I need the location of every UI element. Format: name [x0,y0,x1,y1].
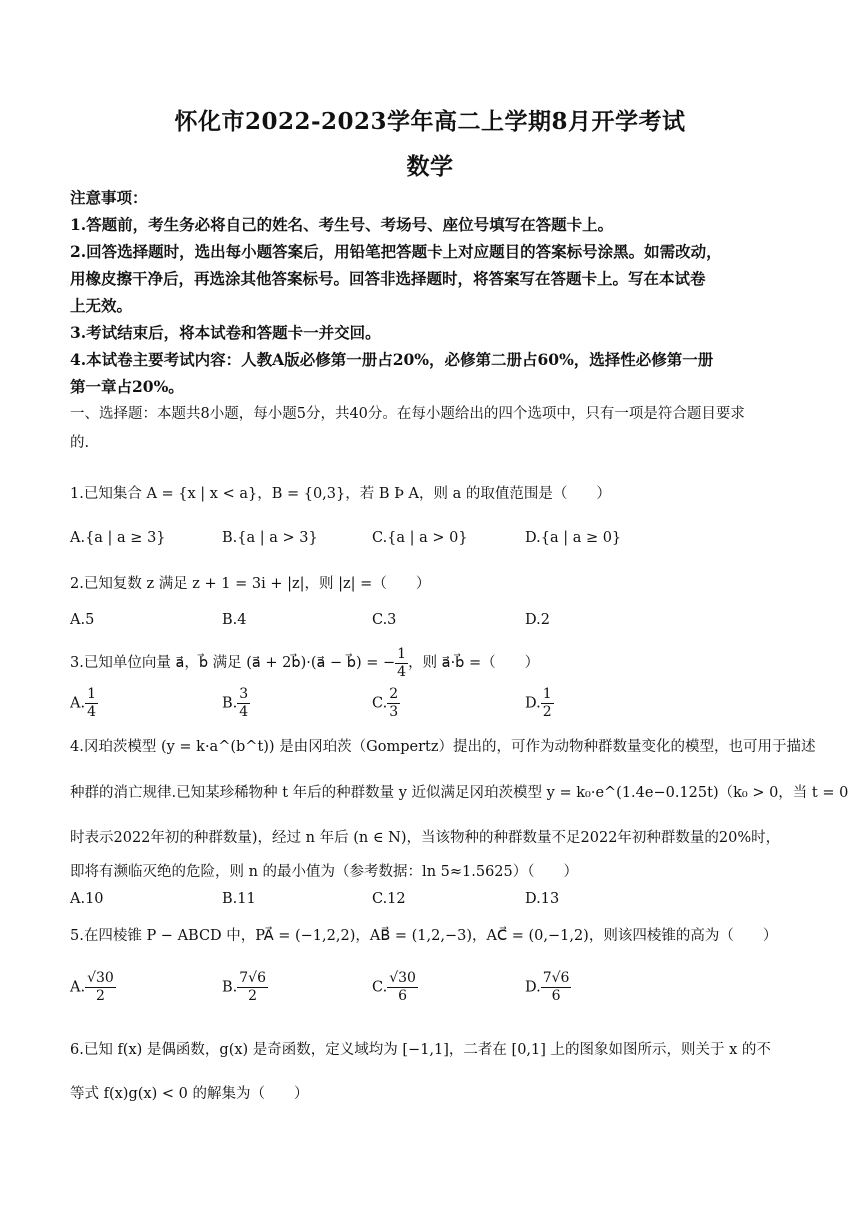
fraction-denominator: 2 [248,988,258,1004]
question-4-option-b: B.11 [222,891,256,907]
option-fraction [85,970,116,1005]
section-instruction: 的. [70,435,90,451]
fraction-numerator: √30 [389,970,416,986]
option-label: A. [70,979,86,996]
question-4-line: 种群的消亡规律.已知某珍稀物种 t 年后的种群数量 y 近似满足冈珀茨模型 y = k₀·e^(1.4e−0.125t)（k₀ > 0，当 t = 0 [70,785,849,801]
question-6-line: 6.已知 f(x) 是偶函数，g(x) 是奇函数，定义域均为 [−1,1]，二者在 [0,1] 上的图象如图所示，则关于 x 的不 [70,1042,771,1058]
question-2-option-b: B.4 [222,612,247,628]
fraction-denominator: 3 [389,704,399,720]
fraction-denominator: 4 [239,704,249,720]
question-4-line: 4.冈珀茨模型 (y = k·a^(b^t)) 是由冈珀茨（Gompertz）提出的，可作为动物种群数量变化的模型，也可用于描述 [70,739,816,755]
notice-item: 用橡皮擦干净后，再选涂其他答案标号。回答非选择题时，将答案写在答题卡上。写在本试卷 [70,269,706,288]
notice-heading: 注意事项： [70,188,148,207]
option-label: C. [372,695,388,712]
question-5-option-a [70,970,116,1005]
option-label: D. [525,695,541,712]
option-fraction [85,686,98,721]
fraction-numerator: 1 [542,686,552,702]
question-5-option-b [222,970,268,1005]
option-label: B. [222,979,238,996]
question-1-option-a: A.{a | a ≥ 3} [70,530,166,546]
fraction-denominator: 2 [542,704,552,720]
question-3-stem-text: ，则 a⃗·b⃗ =（ ） [408,655,540,671]
question-1-stem: 1.已知集合 A = {x | x < a}，B = {0,3}，若 B Þ A，则 a 的取值范围是（ ） [70,486,611,502]
fraction-numerator: 7√6 [239,970,267,986]
question-3-fraction [395,646,408,681]
question-2-option-a: A.5 [70,612,95,628]
fraction-denominator: 4 [397,663,407,680]
option-fraction [237,970,268,1005]
option-fraction [387,686,400,721]
exam-subject: 数学 [406,153,454,180]
question-3-option-d [525,686,554,721]
exam-title: 怀化市2022-2023学年高二上学期8月开学考试 [174,108,686,135]
question-4-line: 即将有濒临灭绝的危险，则 n 的最小值为（参考数据：ln 5≈1.5625）（ ） [70,864,579,880]
question-4-option-d: D.13 [525,891,560,907]
question-5-option-c [372,970,418,1005]
fraction-numerator: 1 [87,686,97,702]
fraction-numerator: 3 [239,686,249,702]
question-5-option-d [525,970,571,1005]
question-3-option-b [222,686,250,721]
question-3-stem-text: 3.已知单位向量 a⃗，b⃗ 满足 (a⃗ + 2b⃗)·(a⃗ − b⃗) = − [70,655,396,671]
option-label: B. [222,695,238,712]
question-4-option-a: A.10 [70,891,104,907]
option-fraction [541,686,554,721]
fraction-denominator: 2 [96,988,105,1004]
question-2-option-c: C.3 [372,612,397,628]
question-5-stem: 5.在四棱锥 P − ABCD 中，PA⃗ = (−1,2,2)，AB⃗ = (1,2,−3)，AC⃗ = (0,−1,2)，则该四棱锥的高为（ ） [70,928,778,944]
option-fraction [387,970,418,1005]
option-label: A. [70,695,86,712]
option-fraction [541,970,572,1005]
notice-item: 3.考试结束后，将本试卷和答题卡一并交回。 [70,323,381,342]
notice-item: 第一章占20%。 [70,377,184,396]
fraction-denominator: 4 [87,704,97,720]
fraction-numerator: 7√6 [542,970,570,986]
fraction-numerator: 1 [397,645,407,662]
section-instruction: 一、选择题：本题共8小题，每小题5分，共40分。在每小题给出的四个选项中，只有一项是符合题目要求 [70,406,745,422]
notice-item: 4.本试卷主要考试内容：人教A版必修第一册占20%，必修第二册占60%，选择性必修第一册 [70,350,714,369]
question-4-line: 时表示2022年初的种群数量)，经过 n 年后 (n ∈ N)，当该物种的种群数量不足2022年初种群数量的20%时， [70,830,781,846]
fraction-denominator: 6 [551,988,561,1004]
notice-item: 上无效。 [70,296,133,315]
question-6-line: 等式 f(x)g(x) < 0 的解集为（ ） [70,1086,309,1102]
notice-item: 1.答题前，考生务必将自己的姓名、考生号、考场号、座位号填写在答题卡上。 [70,215,614,234]
option-label: D. [525,979,541,996]
question-1-option-c: C.{a | a > 0} [372,530,468,546]
option-label: C. [372,979,388,996]
question-2-stem: 2.已知复数 z 满足 z + 1 = 3i + |z|，则 |z| =（ ） [70,576,431,592]
question-3-stem [70,645,794,681]
notice-item: 2.回答选择题时，选出每小题答案后，用铅笔把答题卡上对应题目的答案标号涂黑。如需改动， [70,242,722,261]
option-fraction [237,686,250,721]
question-1-option-d: D.{a | a ≥ 0} [525,530,622,546]
question-1-option-b: B.{a | a > 3} [222,530,318,546]
question-2-option-d: D.2 [525,612,550,628]
question-4-option-c: C.12 [372,891,406,907]
fraction-denominator: 6 [398,988,408,1004]
fraction-numerator: √30 [87,970,114,986]
question-3-option-a [70,686,98,721]
fraction-numerator: 2 [389,686,399,702]
question-3-option-c [372,686,400,721]
